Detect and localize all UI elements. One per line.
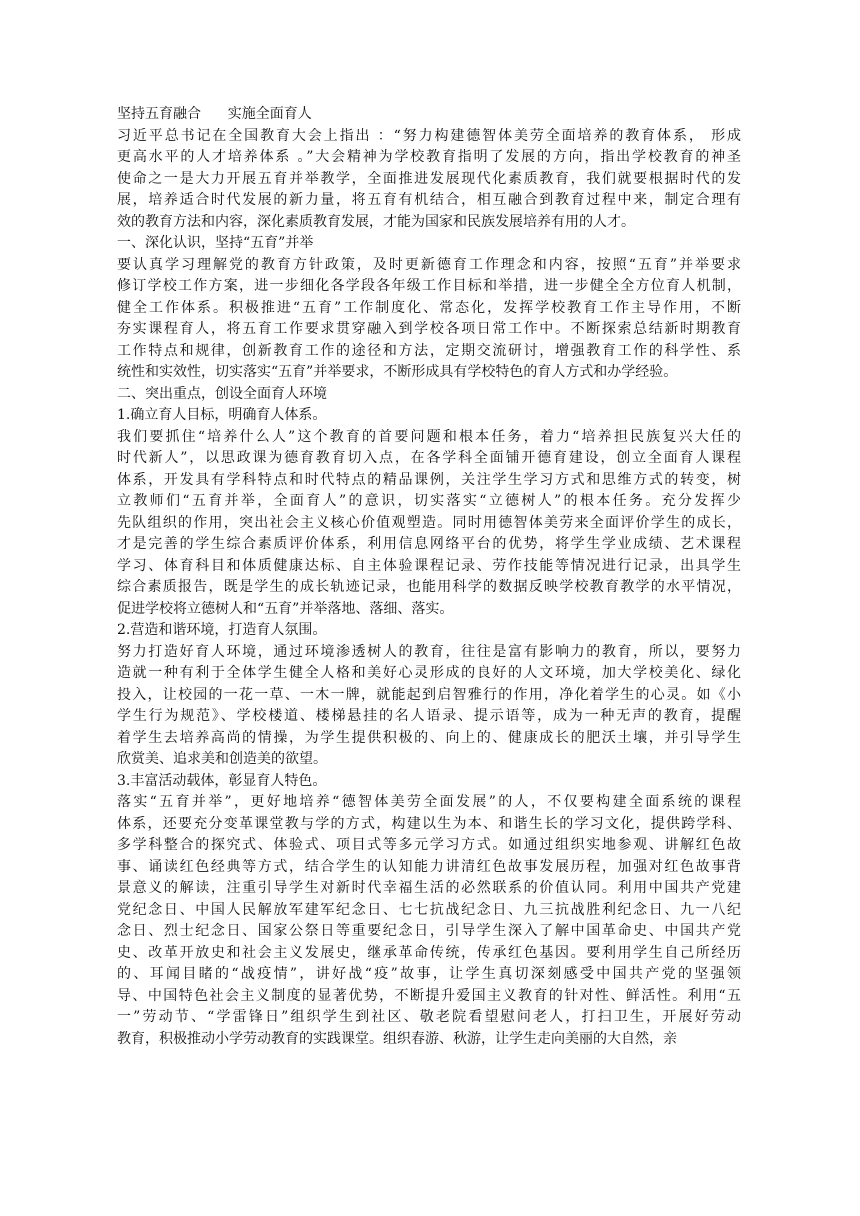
paragraph-line: 要认真学习理解党的教育方针政策，及时更新德育工作理念和内容，按照“五育”并举要求 [117,256,741,273]
paragraph-line: 造就一种有利于全体学生健全人格和美好心灵形成的良好的人文环境，加大学校美化、绿化 [117,665,741,681]
document-title: 坚持五育融合 实施全面育人 [117,106,312,122]
heading-line: 二、突出重点，创设全面育人环境 [117,385,327,402]
paragraph-line: 的、耳闻目睹的“战疫情”，讲好战“疫”故事，让学生真切深刻感受中国共产党的坚强领 [117,966,741,982]
paragraph-line: 夯实课程育人，将五育工作要求贯穿融入到学校各项日常工作中。不断探索总结新时期教育 [117,321,741,337]
subsection-2-paragraph [117,642,741,771]
intro-paragraph [117,126,741,234]
heading-line: 1.确立育人目标，明确育人体系。 [117,407,327,423]
paragraph-line: 导、中国特色社会主义制度的显著优势，不断提升爱国主义教育的针对性、鲜活性。利用“五 [117,987,741,1004]
heading-line: 2.营造和谐环境，打造育人氛围。 [117,622,327,638]
paragraph-line: 教育，积极推动小学劳动教育的实践课堂。组织春游、秋游，让学生走向美丽的大自然，亲 [117,1030,677,1047]
paragraph-line: 使命之一是大力开展五育并举教学，全面推进发展现代化素质教育，我们就要根据时代的发 [117,170,741,187]
subsection-3-paragraph [117,792,741,1050]
paragraph-line: 一”劳动节、“学雷锋日”组织学生到社区、敬老院看望慰问老人，打扫卫生，开展好劳动 [117,1009,741,1025]
subsection-1-heading [117,405,741,427]
paragraph-line: 体系，还要充分变革课堂教与学的方式，构建以生为本、和谐生长的学习文化，提供跨学科、 [117,815,741,832]
paragraph-line: 学习、体育科目和体质健康达标、自主体验课程记录、劳作技能等情况进行记录，出具学生 [117,557,741,574]
heading-line: 一、深化认识，坚持“五育”并举 [117,235,314,251]
paragraph-line: 才是完善的学生综合素质评价体系，利用信息网络平台的优势，将学生学业成绩、艺术课程 [117,536,741,552]
paragraph-line: 促进学校将立德树人和“五育”并举落地、落细、落实。 [117,600,454,617]
paragraph-line: 史、改革开放史和社会主义发展史，继承革命传统，传承红色基因。要利用学生自己所经历 [117,944,741,961]
paragraph-line: 综合素质报告，既是学生的成长轨迹记录，也能用科学的数据反映学校教育教学的水平情况， [117,579,741,595]
paragraph-line: 落实“五育并举”，更好地培养“德智体美劳全面发展”的人，不仅要构建全面系统的课程 [117,794,741,810]
document-page [117,104,741,1050]
paragraph-line: 展，培养适合时代发展的新力量，将五育有机结合，相互融合到教育过程中来，制定合理有 [117,192,741,208]
paragraph-line: 体系，开发具有学科特点和时代特点的精品课例，关注学生学习方式和思维方式的转变，树 [117,471,741,488]
heading-line: 3.丰富活动载体，彰显育人特色。 [117,772,327,789]
paragraph-line: 努力打造好育人环境，通过环境渗透树人的教育，往往是富有影响力的教育，所以，要努力 [117,643,741,660]
paragraph-line: 习近平总书记在全国教育大会上指出 ：“努力构建德智体美劳全面培养的教育体系， 形成 [117,127,741,144]
section-1-heading [117,233,741,255]
document-body [117,126,741,1051]
subsection-1-paragraph [117,427,741,621]
paragraph-line: 多学科整合的探究式、体验式、项目式等多元学习方式。如通过组织实地参观、讲解红色故 [117,837,741,853]
paragraph-line: 时代新人”，以思政课为德育教育切入点，在各学科全面铺开德育建设，创立全面育人课程 [117,450,741,466]
section-1-paragraph [117,255,741,384]
paragraph-line: 欣赏美、追求美和创造美的欲望。 [117,751,327,767]
paragraph-line: 先队组织的作用，突出社会主义核心价值观塑造。同时用德智体美劳来全面评价学生的成长， [117,514,741,531]
paragraph-line: 工作特点和规律，创新教育工作的途径和方法，定期交流研讨，增强教育工作的科学性、系 [117,342,741,359]
paragraph-line: 立教师们“五育并举，全面育人”的意识，切实落实“立德树人”的根本任务。充分发挥少 [117,493,741,509]
paragraph-line: 修订学校工作方案，进一步细化各学段各年级工作目标和举措，进一步健全全方位育人机制， [117,278,741,294]
paragraph-line: 念日、烈士纪念日、国家公祭日等重要纪念日，引导学生深入了解中国革命史、中国共产党 [117,923,741,939]
paragraph-line: 党纪念日、中国人民解放军建军纪念日、七七抗战纪念日、九三抗战胜利纪念日、九一八纪 [117,901,741,918]
paragraph-line: 事、诵读红色经典等方式，结合学生的认知能力讲清红色故事发展历程，加强对红色故事背 [117,858,741,875]
paragraph-line: 景意义的解读，注重引导学生对新时代幸福生活的必然联系的价值认同。利用中国共产党建 [117,880,741,896]
paragraph-line: 投入，让校园的一花一草、一木一牌，就能起到启智雅行的作用，净化着学生的心灵。如《小 [117,686,741,703]
subsection-3-heading [117,771,741,793]
paragraph-line: 效的教育方法和内容，深化素质教育发展，才能为国家和民族发展培养有用的人才。 [117,213,635,230]
paragraph-line: 我们要抓住“培养什么人”这个教育的首要问题和根本任务，着力“培养担民族复兴大任的 [117,428,741,445]
paragraph-line: 学生行为规范》、学校楼道、楼梯悬挂的名人语录、提示语等，成为一种无声的教育，提醒 [117,708,741,724]
paragraph-line: 健全工作体系。积极推进“五育”工作制度化、常态化，发挥学校教育工作主导作用，不断 [117,299,741,316]
subsection-2-heading [117,620,741,642]
paragraph-line: 着学生去培养高尚的情操，为学生提供积极的、向上的、健康成长的肥沃土壤，并引导学生 [117,729,741,746]
section-2-heading [117,384,741,406]
paragraph-line: 更高水平的人才培养体系 。”大会精神为学校教育指明了发展的方向，指出学校教育的神圣 [117,149,741,165]
paragraph-line: 统性和实效性，切实落实“五育”并举要求，不断形成具有学校特色的育人方式和办学经验。 [117,364,678,380]
